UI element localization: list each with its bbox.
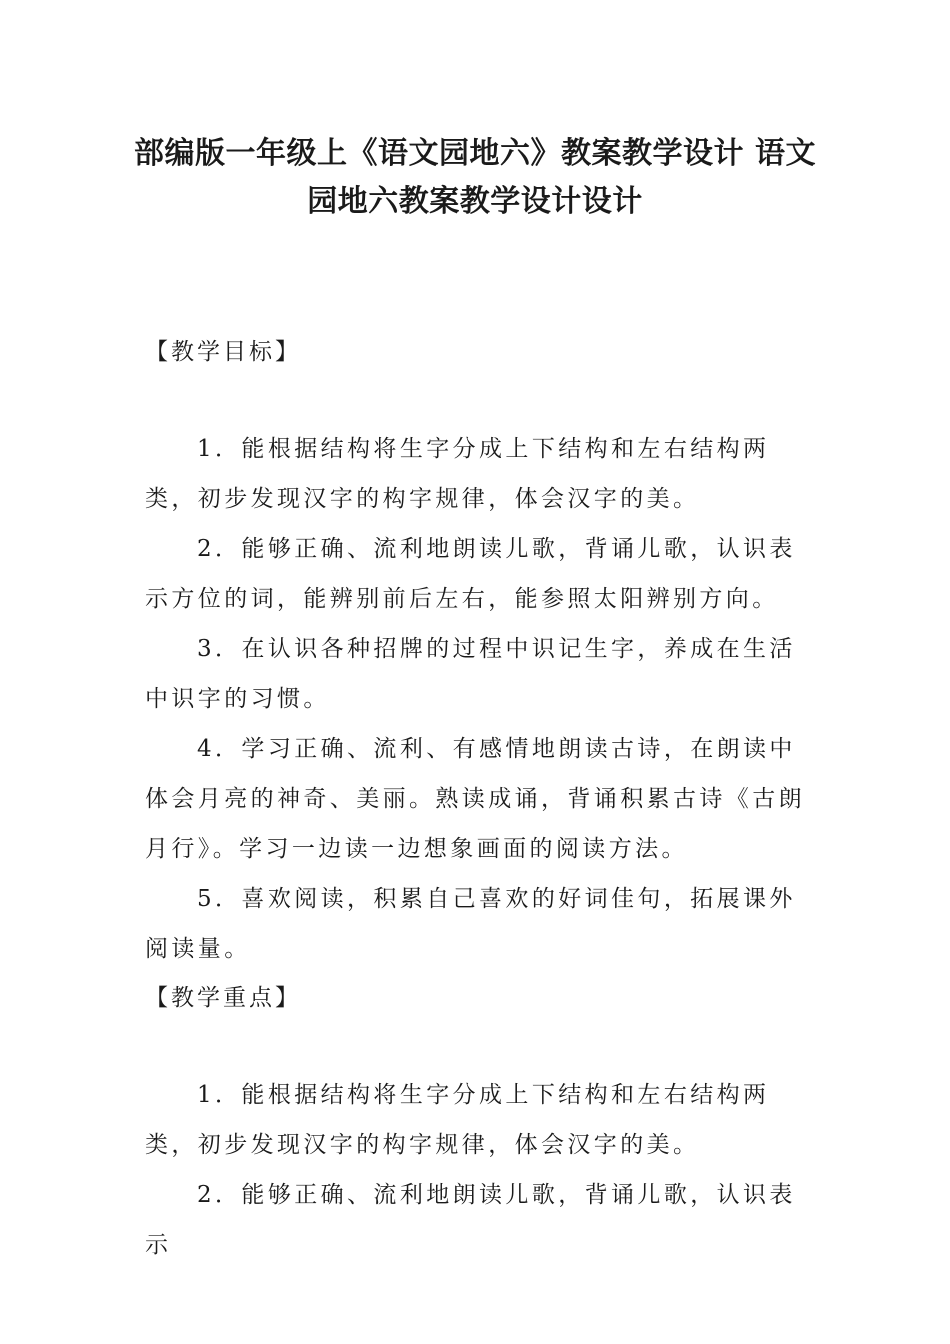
section-heading-key-points: 【教学重点】	[145, 985, 301, 1011]
objective-item-3: 3．在认识各种招牌的过程中识记生字，养成在生活中识字的习惯。	[145, 636, 796, 712]
key-point-item-1: 1．能根据结构将生字分成上下结构和左右结构两类，初步发现汉字的构字规律，体会汉字的美。	[145, 1082, 770, 1158]
objective-item-2: 2．能够正确、流利地朗读儿歌，背诵儿歌，认识表示方位的词，能辨别前后左右，能参照太阳辨别方向。	[145, 536, 796, 612]
objective-item-5: 5．喜欢阅读，积累自己喜欢的好词佳句，拓展课外阅读量。	[145, 886, 796, 962]
objective-item-1: 1．能根据结构将生字分成上下结构和左右结构两类，初步发现汉字的构字规律，体会汉字的美。	[145, 436, 770, 512]
key-point-item-2: 2．能够正确、流利地朗读儿歌，背诵儿歌，认识表示	[145, 1182, 796, 1258]
document-title: 部编版一年级上《语文园地六》教案教学设计 语文园地六教案教学设计设计	[134, 136, 816, 219]
section-heading-objectives: 【教学目标】	[145, 339, 301, 365]
objective-item-4: 4．学习正确、流利、有感情地朗读古诗，在朗读中体会月亮的神奇、美丽。熟读成诵，背诵积累古诗《古朗月行》。学习一边读一边想象画面的阅读方法。	[145, 736, 805, 862]
